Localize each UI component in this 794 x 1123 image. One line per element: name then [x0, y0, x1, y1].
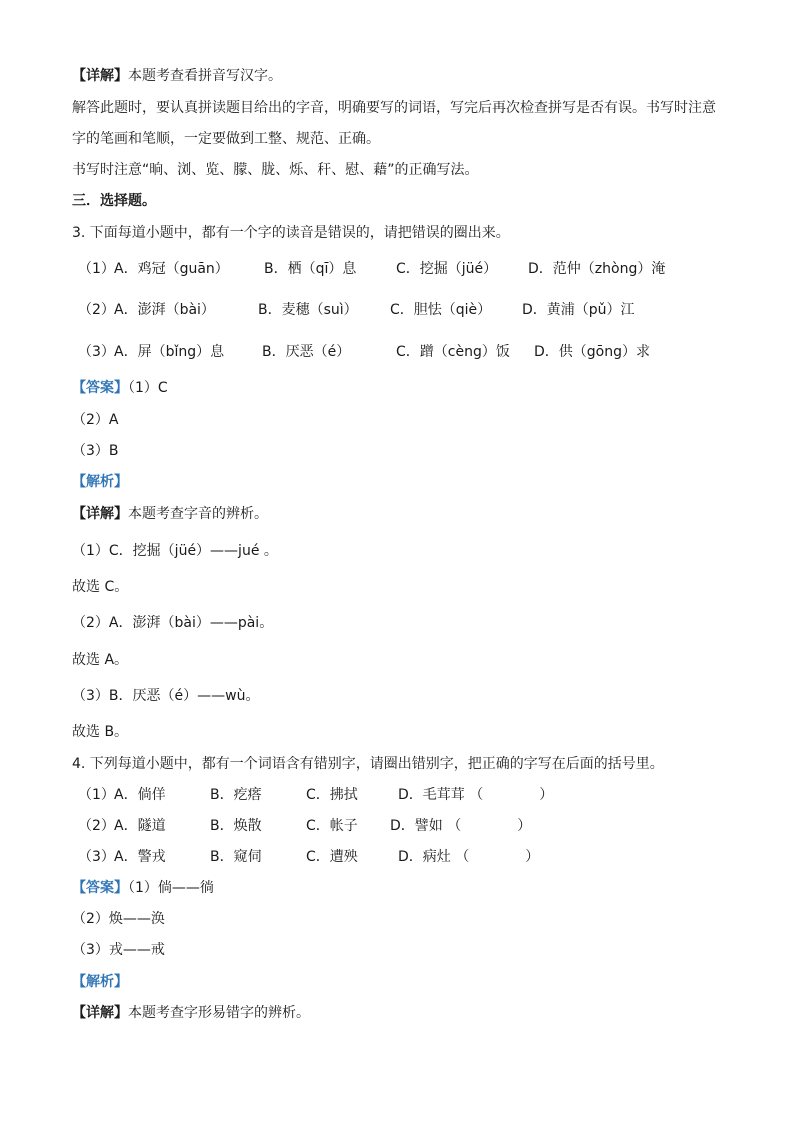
answer-2: （2）焕——涣 — [72, 911, 165, 927]
q4-row-1: （1） A．倘佯 B．疙瘩 C．拂拭 D．毛茸茸 （ ） — [78, 787, 554, 803]
q4-row-3: （3） A．警戎 B．窥伺 C．遭殃 D．病灶 （ ） — [78, 849, 540, 865]
detail-text: 本题考查看拼音写汉字。 — [128, 68, 282, 84]
detail-label: 【详解】 — [72, 68, 128, 84]
analysis-label: 【解析】 — [72, 974, 128, 990]
choice-3: 故选 B。 — [72, 724, 129, 740]
q4-stem: 4. 下列每道小题中，都有一个词语含有错别字，请圈出错别字，把正确的字写在后面的括号里。 — [72, 756, 664, 772]
answer-1: （1）倘——徜 — [128, 880, 214, 896]
detail-label: 【详解】 — [72, 1005, 128, 1021]
q2-detail-line — [72, 66, 282, 86]
answer-3: （3）戎——戒 — [72, 942, 165, 958]
q3-row-3: （3） A．屏（bǐng）息 B．厌恶（é） C．蹭（cèng）饭 D．供（gōng）求 — [78, 344, 650, 360]
q3-detail-line — [72, 504, 268, 524]
detail-text: 本题考查字音的辨析。 — [128, 506, 268, 522]
explanation-3: （3）B．厌恶（é）——wù。 — [72, 688, 260, 704]
answer-label: 【答案】 — [72, 380, 128, 396]
choice-1: 故选 C。 — [72, 579, 129, 595]
q2-paragraph-line-1: 解答此题时，要认真拼读题目给出的字音，明确要写的词语，写完后再次检查拼写是否有误。书写时注意 — [72, 100, 716, 116]
answer-label: 【答案】 — [72, 880, 128, 896]
detail-label: 【详解】 — [72, 506, 128, 522]
answer-1: （1）C — [128, 380, 168, 396]
q4-row-2: （2） A．隧道 B．焕散 C．帐子 D．譬如 （ ） — [78, 818, 532, 834]
q2-paragraph-line-2: 字的笔画和笔顺，一定要做到工整、规范、正确。 — [72, 131, 380, 147]
answer-2: （2）A — [72, 412, 119, 428]
q3-stem: 3. 下面每道小题中，都有一个字的读音是错误的，请把错误的圈出来。 — [72, 225, 510, 241]
q4-detail-line — [72, 1003, 310, 1023]
q3-row-1: （1） A．鸡冠（guān） B．栖（qī）息 C．挖掘（jüé） D．范仲（zhòng）淹 — [78, 261, 666, 277]
section-title: 三．选择题。 — [72, 193, 156, 209]
answer-3: （3）B — [72, 443, 119, 459]
q3-row-2: （2） A．澎湃（bài） B．麦穗（suì） C．胆怯（qiè） D．黄浦（pǔ）江 — [78, 302, 635, 318]
detail-text: 本题考查字形易错字的辨析。 — [128, 1005, 310, 1021]
explanation-1: （1）C．挖掘（jüé）——jué 。 — [72, 543, 278, 559]
q2-paragraph-2: 书写时注意“晌、浏、览、朦、胧、烁、秆、慰、藉”的正确写法。 — [72, 162, 479, 178]
analysis-label: 【解析】 — [72, 474, 128, 490]
q4-answer-line — [72, 878, 214, 898]
explanation-2: （2）A．澎湃（bài）——pài。 — [72, 615, 274, 631]
q3-answer-line — [72, 378, 168, 398]
choice-2: 故选 A。 — [72, 652, 129, 668]
